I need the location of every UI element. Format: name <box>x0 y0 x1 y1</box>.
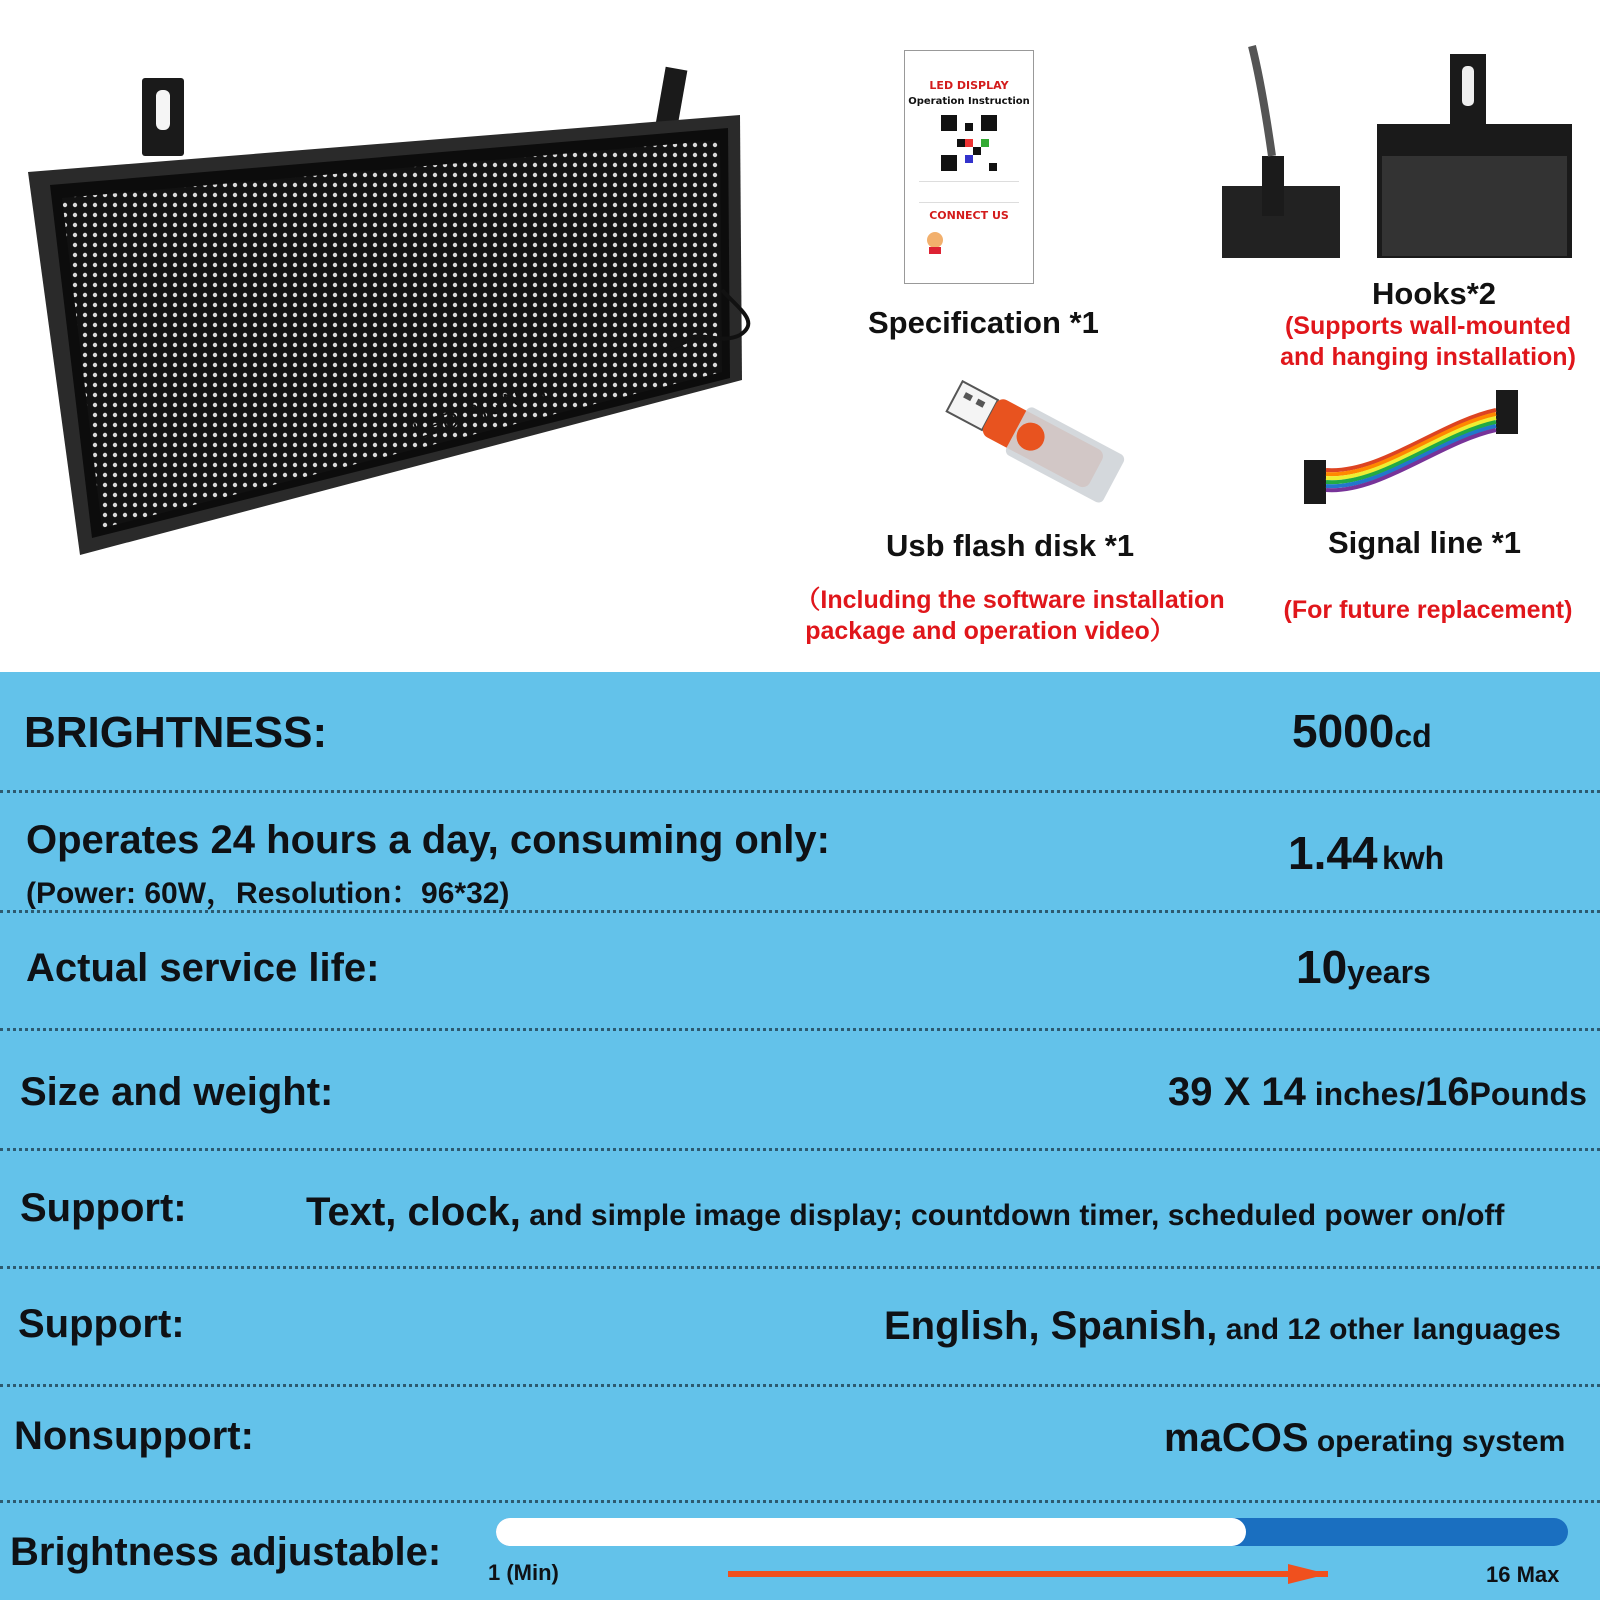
signal-line-label: Signal line *1 <box>1328 525 1521 560</box>
specification-label: Specification *1 <box>868 305 1099 340</box>
size-weight-label: Size and weight: <box>20 1070 334 1114</box>
weight-unit: Pounds <box>1469 1076 1587 1112</box>
increase-arrow-icon <box>728 1562 1328 1586</box>
service-life-number: 10 <box>1296 941 1348 993</box>
divider <box>0 790 1600 793</box>
brightness-value <box>1292 704 1432 758</box>
divider <box>0 1266 1600 1269</box>
support-features-value <box>306 1190 1504 1235</box>
nonsupport-value <box>1164 1416 1565 1461</box>
divider <box>0 1384 1600 1387</box>
led-sign-label: LED SIGN *1 <box>410 376 553 446</box>
nonsupport-secondary: operating system <box>1308 1425 1566 1458</box>
slider-max-label: 16 Max <box>1486 1562 1560 1587</box>
support-languages-primary: English, Spanish, <box>884 1304 1218 1348</box>
support-languages-secondary: and 12 other languages <box>1217 1313 1561 1346</box>
usb-label: Usb flash disk *1 <box>886 528 1135 563</box>
operates-label: Operates 24 hours a day, consuming only: <box>26 818 830 862</box>
operates-sublabel: (Power: 60W，Resolution：96*32) <box>26 877 510 910</box>
usb-note-line1: （Including the software installation <box>795 586 1225 614</box>
support-agent-icon <box>923 230 947 254</box>
brightness-slider-fill <box>496 1518 1246 1546</box>
usb-note-line2: package and operation video） <box>805 617 1175 645</box>
package-contents <box>0 0 1600 672</box>
brightness-unit: cd <box>1394 718 1432 754</box>
signal-line-image <box>1300 382 1540 512</box>
divider <box>0 1500 1600 1503</box>
support-features-secondary: and simple image display; countdown timer, scheduled power on/off <box>520 1199 1505 1232</box>
led-sign-image <box>20 60 780 580</box>
qr-code-icon <box>941 115 997 171</box>
hooks-note-line2: and hanging installation) <box>1280 343 1576 371</box>
nonsupport-label: Nonsupport: <box>14 1414 254 1458</box>
service-life-label: Actual service life: <box>26 946 380 990</box>
hooks-note-line1: (Supports wall-mounted <box>1284 312 1572 340</box>
service-life-value <box>1296 940 1431 994</box>
brightness-number: 5000 <box>1292 705 1395 757</box>
support-languages-label: Support: <box>18 1302 185 1346</box>
doc-contents-lines <box>919 181 1019 203</box>
size-dimensions: 39 X 14 <box>1168 1070 1306 1114</box>
signal-line-note: (For future replacement) <box>1283 596 1573 624</box>
hooks-image <box>1222 36 1572 258</box>
nonsupport-primary: maCOS <box>1164 1416 1309 1460</box>
hooks-label: Hooks*2 <box>1372 276 1497 311</box>
support-languages-value <box>884 1304 1561 1349</box>
size-weight-value <box>1168 1070 1587 1115</box>
doc-subtitle: Operation Instruction <box>908 96 1030 107</box>
operates-unit: kwh <box>1381 840 1445 876</box>
divider <box>0 910 1600 913</box>
divider <box>0 1148 1600 1151</box>
doc-title: LED DISPLAY <box>929 79 1009 92</box>
support-features-primary: Text, clock, <box>306 1190 521 1234</box>
service-life-unit: years <box>1347 954 1431 990</box>
operates-value <box>1288 826 1444 880</box>
divider <box>0 1028 1600 1031</box>
slider-min-label: 1 (Min) <box>488 1560 559 1585</box>
support-features-label: Support: <box>20 1186 187 1230</box>
doc-connect: CONNECT US <box>929 209 1009 222</box>
specification-document <box>904 50 1034 284</box>
brightness-label: BRIGHTNESS: <box>24 708 328 757</box>
size-unit: inches/ <box>1305 1076 1426 1112</box>
brightness-slider <box>496 1518 1568 1546</box>
operates-number: 1.44 <box>1288 827 1378 879</box>
brightness-adjustable-label: Brightness adjustable: <box>10 1530 442 1574</box>
usb-flash-disk-image <box>928 380 1138 520</box>
weight-number: 16 <box>1425 1070 1470 1114</box>
